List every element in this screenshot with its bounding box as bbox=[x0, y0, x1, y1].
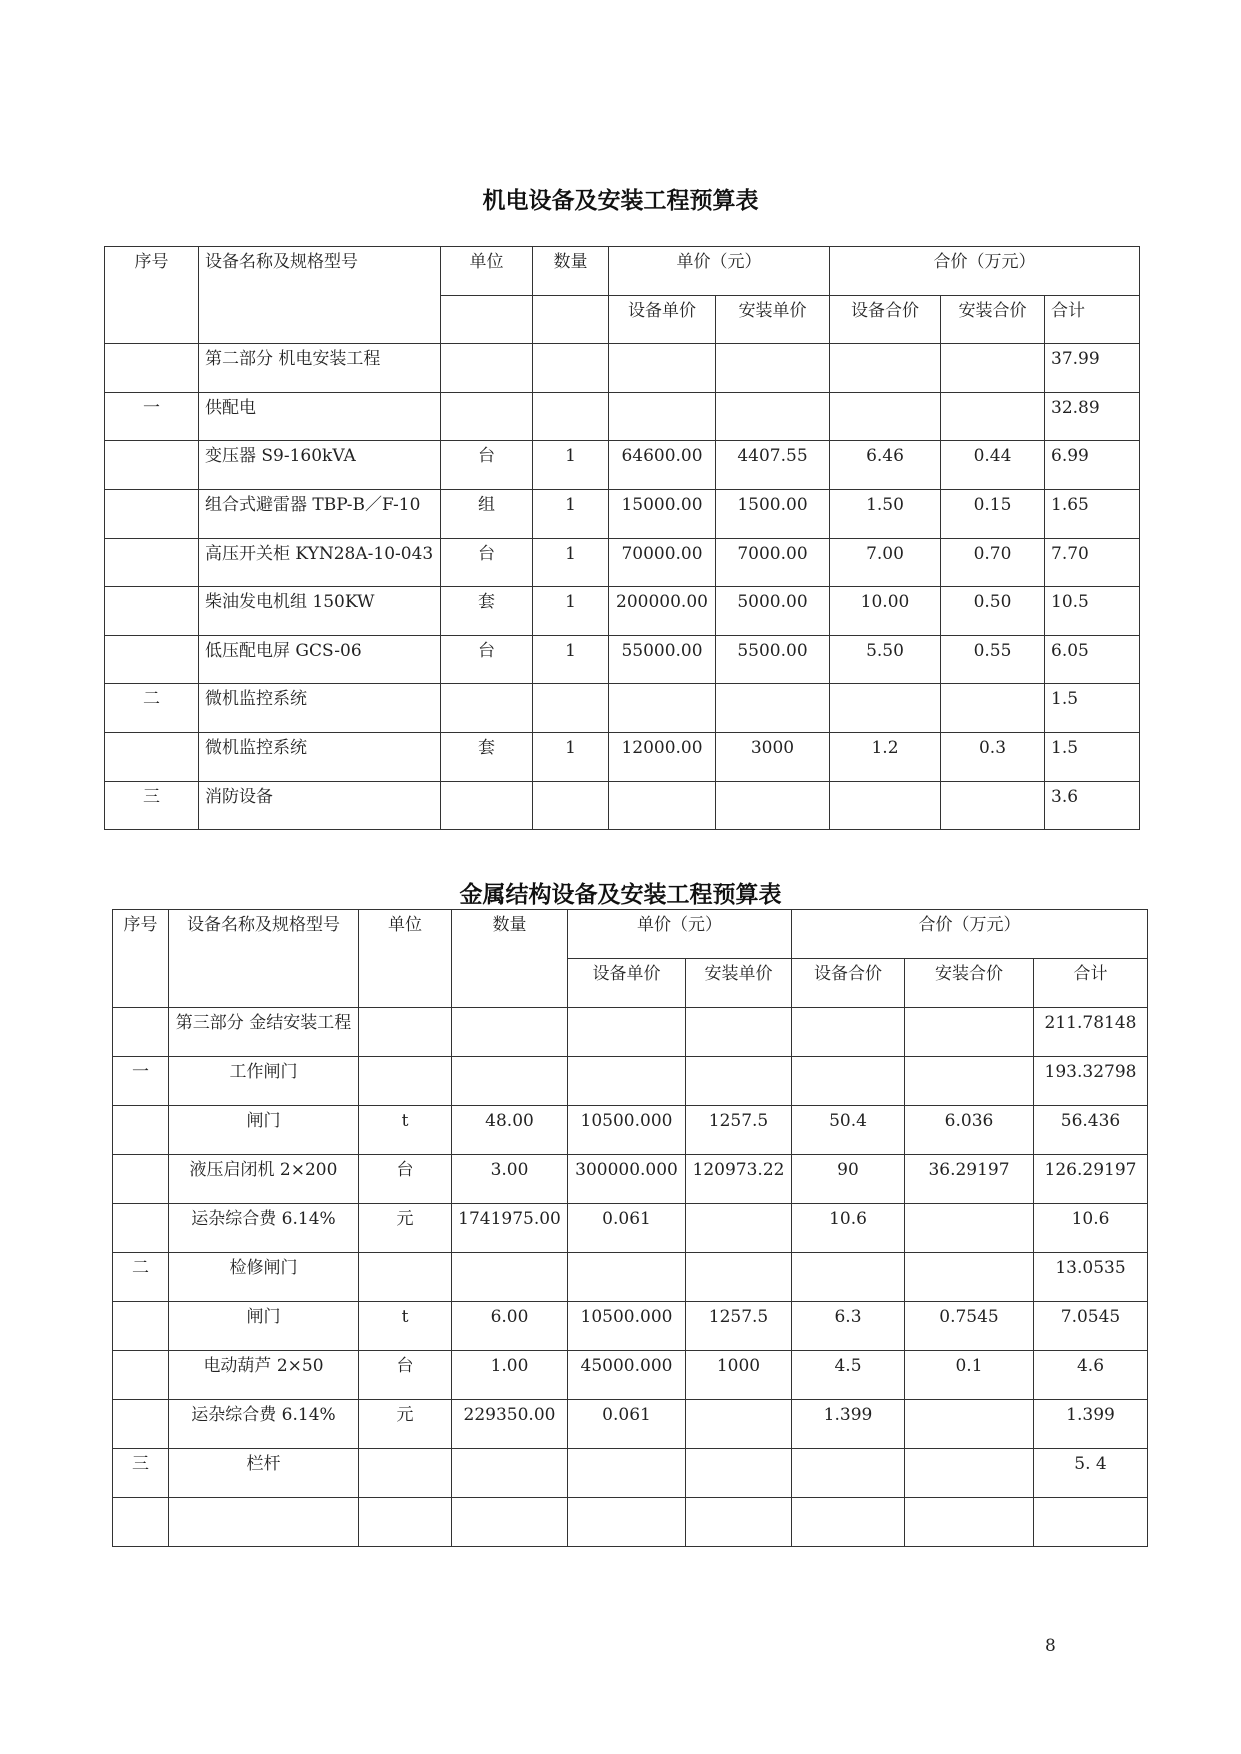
install-total-cell: 36.29197 bbox=[905, 1155, 1034, 1204]
install-total-cell: 0.55 bbox=[941, 635, 1045, 684]
sum-cell: 211.78148 bbox=[1034, 1008, 1148, 1057]
seq-cell: 二 bbox=[105, 684, 199, 733]
install-unit-price-cell bbox=[686, 1253, 792, 1302]
header-unit-price: 单价（元） bbox=[568, 910, 792, 959]
name-cell: 栏杆 bbox=[169, 1449, 359, 1498]
install-unit-price-cell bbox=[686, 1449, 792, 1498]
qty-cell bbox=[452, 1253, 568, 1302]
equip-unit-price-cell bbox=[568, 1498, 686, 1547]
qty-cell: 1 bbox=[533, 538, 609, 587]
table-row bbox=[113, 1155, 1148, 1204]
unit-cell bbox=[441, 781, 533, 830]
qty-cell bbox=[452, 1057, 568, 1106]
name-cell: 变压器 S9-160kVA bbox=[199, 441, 441, 490]
name-cell: 工作闸门 bbox=[169, 1057, 359, 1106]
name-cell: 闸门 bbox=[169, 1106, 359, 1155]
unit-cell: 元 bbox=[359, 1204, 452, 1253]
seq-cell bbox=[113, 1204, 169, 1253]
equip-total-cell: 90 bbox=[792, 1155, 905, 1204]
install-unit-price-cell: 1000 bbox=[686, 1351, 792, 1400]
unit-cell bbox=[359, 1008, 452, 1057]
seq-cell bbox=[105, 587, 199, 636]
equip-total-cell: 7.00 bbox=[830, 538, 941, 587]
qty-cell: 1 bbox=[533, 732, 609, 781]
seq-cell bbox=[105, 732, 199, 781]
table-row bbox=[113, 1204, 1148, 1253]
equip-total-cell: 6.3 bbox=[792, 1302, 905, 1351]
install-total-cell bbox=[941, 781, 1045, 830]
name-cell: 高压开关柜 KYN28A-10-043 bbox=[199, 538, 441, 587]
name-cell: 消防设备 bbox=[199, 781, 441, 830]
sum-cell: 193.32798 bbox=[1034, 1057, 1148, 1106]
equip-total-cell: 1.2 bbox=[830, 732, 941, 781]
sum-cell: 1.5 bbox=[1045, 732, 1140, 781]
equip-total-cell bbox=[792, 1008, 905, 1057]
equip-unit-price-cell: 55000.00 bbox=[609, 635, 716, 684]
sum-cell: 1.65 bbox=[1045, 489, 1140, 538]
qty-cell: 1 bbox=[533, 441, 609, 490]
header-unit-price: 单价（元） bbox=[609, 247, 830, 296]
install-total-cell bbox=[905, 1449, 1034, 1498]
unit-cell bbox=[359, 1449, 452, 1498]
install-unit-price-cell bbox=[686, 1008, 792, 1057]
install-total-cell bbox=[905, 1400, 1034, 1449]
equip-total-cell bbox=[792, 1449, 905, 1498]
equip-total-cell: 6.46 bbox=[830, 441, 941, 490]
equip-unit-price-cell: 15000.00 bbox=[609, 489, 716, 538]
install-unit-price-cell: 1257.5 bbox=[686, 1302, 792, 1351]
sum-cell: 6.99 bbox=[1045, 441, 1140, 490]
header-qty: 数量 bbox=[533, 247, 609, 296]
table-row bbox=[105, 441, 1140, 490]
table-row bbox=[105, 684, 1140, 733]
sum-cell: 7.70 bbox=[1045, 538, 1140, 587]
install-unit-price-cell bbox=[686, 1498, 792, 1547]
sum-cell bbox=[1034, 1498, 1148, 1547]
header-equip-unit-price: 设备单价 bbox=[609, 295, 716, 344]
table-row bbox=[113, 1106, 1148, 1155]
qty-cell: 48.00 bbox=[452, 1106, 568, 1155]
table-row bbox=[105, 489, 1140, 538]
table-row bbox=[113, 1302, 1148, 1351]
header-install-total: 安装合价 bbox=[905, 959, 1034, 1008]
seq-cell bbox=[105, 441, 199, 490]
equip-total-cell bbox=[792, 1498, 905, 1547]
qty-cell bbox=[452, 1008, 568, 1057]
install-unit-price-cell: 5000.00 bbox=[716, 587, 830, 636]
install-total-cell: 0.44 bbox=[941, 441, 1045, 490]
equip-total-cell bbox=[830, 781, 941, 830]
install-total-cell: 0.50 bbox=[941, 587, 1045, 636]
install-total-cell bbox=[905, 1204, 1034, 1253]
unit-cell: 台 bbox=[441, 441, 533, 490]
name-cell: 电动葫芦 2×50 bbox=[169, 1351, 359, 1400]
equip-total-cell bbox=[830, 684, 941, 733]
install-unit-price-cell: 4407.55 bbox=[716, 441, 830, 490]
equip-unit-price-cell: 45000.000 bbox=[568, 1351, 686, 1400]
equip-total-cell: 50.4 bbox=[792, 1106, 905, 1155]
header-install-unit-price: 安装单价 bbox=[716, 295, 830, 344]
table-row bbox=[113, 1057, 1148, 1106]
name-cell bbox=[169, 1498, 359, 1547]
page-number: 8 bbox=[1045, 1636, 1056, 1656]
unit-cell: 套 bbox=[441, 732, 533, 781]
table-row bbox=[113, 1400, 1148, 1449]
header-total-price: 合价（万元） bbox=[792, 910, 1148, 959]
table-row bbox=[113, 1449, 1148, 1498]
equip-total-cell: 5.50 bbox=[830, 635, 941, 684]
install-total-cell bbox=[905, 1057, 1034, 1106]
equip-total-cell: 4.5 bbox=[792, 1351, 905, 1400]
seq-cell: 三 bbox=[113, 1449, 169, 1498]
install-total-cell: 0.7545 bbox=[905, 1302, 1034, 1351]
seq-cell: 二 bbox=[113, 1253, 169, 1302]
table-header-row bbox=[105, 247, 1140, 296]
name-cell: 低压配电屏 GCS-06 bbox=[199, 635, 441, 684]
install-unit-price-cell bbox=[686, 1057, 792, 1106]
sum-cell: 37.99 bbox=[1045, 344, 1140, 393]
sum-cell: 32.89 bbox=[1045, 392, 1140, 441]
header-seq: 序号 bbox=[105, 247, 199, 344]
name-cell: 微机监控系统 bbox=[199, 732, 441, 781]
table-header-row bbox=[113, 910, 1148, 959]
install-unit-price-cell bbox=[686, 1400, 792, 1449]
install-unit-price-cell: 7000.00 bbox=[716, 538, 830, 587]
install-total-cell: 0.70 bbox=[941, 538, 1045, 587]
install-total-cell: 6.036 bbox=[905, 1106, 1034, 1155]
sum-cell: 1.399 bbox=[1034, 1400, 1148, 1449]
unit-cell bbox=[359, 1253, 452, 1302]
unit-cell: t bbox=[359, 1106, 452, 1155]
qty-cell: 3.00 bbox=[452, 1155, 568, 1204]
install-unit-price-cell bbox=[716, 781, 830, 830]
name-cell: 微机监控系统 bbox=[199, 684, 441, 733]
name-cell: 运杂综合费 6.14% bbox=[169, 1204, 359, 1253]
install-unit-price-cell: 1500.00 bbox=[716, 489, 830, 538]
header-seq: 序号 bbox=[113, 910, 169, 1008]
equip-total-cell bbox=[830, 392, 941, 441]
install-total-cell: 0.15 bbox=[941, 489, 1045, 538]
header-name: 设备名称及规格型号 bbox=[199, 247, 441, 344]
name-cell: 组合式避雷器 TBP-B／F-10 bbox=[199, 489, 441, 538]
install-total-cell bbox=[941, 344, 1045, 393]
install-total-cell bbox=[905, 1253, 1034, 1302]
table-row bbox=[105, 538, 1140, 587]
qty-cell bbox=[533, 781, 609, 830]
unit-cell bbox=[441, 344, 533, 393]
equip-unit-price-cell bbox=[568, 1057, 686, 1106]
unit-cell bbox=[441, 684, 533, 733]
unit-cell: 台 bbox=[441, 538, 533, 587]
equip-unit-price-cell: 70000.00 bbox=[609, 538, 716, 587]
table-row bbox=[105, 587, 1140, 636]
sum-cell: 3.6 bbox=[1045, 781, 1140, 830]
table1-title: 机电设备及安装工程预算表 bbox=[482, 188, 759, 214]
table2-title: 金属结构设备及安装工程预算表 bbox=[459, 882, 782, 908]
header-equip-unit-price: 设备单价 bbox=[568, 959, 686, 1008]
equip-total-cell: 10.6 bbox=[792, 1204, 905, 1253]
table-row bbox=[105, 635, 1140, 684]
header-qty-blank bbox=[533, 295, 609, 344]
table-row bbox=[113, 1498, 1148, 1547]
name-cell: 液压启闭机 2×200 bbox=[169, 1155, 359, 1204]
install-unit-price-cell bbox=[716, 344, 830, 393]
install-unit-price-cell: 1257.5 bbox=[686, 1106, 792, 1155]
header-name: 设备名称及规格型号 bbox=[169, 910, 359, 1008]
sum-cell: 13.0535 bbox=[1034, 1253, 1148, 1302]
install-total-cell bbox=[905, 1498, 1034, 1547]
qty-cell bbox=[452, 1449, 568, 1498]
equip-unit-price-cell: 10500.000 bbox=[568, 1302, 686, 1351]
header-sum: 合计 bbox=[1034, 959, 1148, 1008]
equip-total-cell bbox=[792, 1253, 905, 1302]
install-total-cell bbox=[941, 392, 1045, 441]
unit-cell: 台 bbox=[441, 635, 533, 684]
header-equip-total: 设备合价 bbox=[792, 959, 905, 1008]
unit-cell: 元 bbox=[359, 1400, 452, 1449]
qty-cell bbox=[533, 392, 609, 441]
header-install-unit-price: 安装单价 bbox=[686, 959, 792, 1008]
header-equip-total: 设备合价 bbox=[830, 295, 941, 344]
qty-cell bbox=[533, 684, 609, 733]
table-row bbox=[113, 1351, 1148, 1400]
seq-cell bbox=[113, 1351, 169, 1400]
seq-cell bbox=[105, 344, 199, 393]
sum-cell: 7.0545 bbox=[1034, 1302, 1148, 1351]
equip-unit-price-cell bbox=[609, 344, 716, 393]
install-total-cell bbox=[941, 684, 1045, 733]
unit-cell: 套 bbox=[441, 587, 533, 636]
header-qty: 数量 bbox=[452, 910, 568, 1008]
sum-cell: 1.5 bbox=[1045, 684, 1140, 733]
unit-cell bbox=[359, 1057, 452, 1106]
equip-total-cell: 1.399 bbox=[792, 1400, 905, 1449]
equip-unit-price-cell: 12000.00 bbox=[609, 732, 716, 781]
table-row bbox=[113, 1253, 1148, 1302]
qty-cell: 1 bbox=[533, 587, 609, 636]
table-row bbox=[105, 781, 1140, 830]
qty-cell: 6.00 bbox=[452, 1302, 568, 1351]
seq-cell: 一 bbox=[113, 1057, 169, 1106]
seq-cell bbox=[113, 1008, 169, 1057]
name-cell: 检修闸门 bbox=[169, 1253, 359, 1302]
qty-cell bbox=[533, 344, 609, 393]
header-total-price: 合价（万元） bbox=[830, 247, 1140, 296]
seq-cell bbox=[113, 1400, 169, 1449]
equip-total-cell: 1.50 bbox=[830, 489, 941, 538]
seq-cell: 一 bbox=[105, 392, 199, 441]
header-install-total: 安装合价 bbox=[941, 295, 1045, 344]
seq-cell bbox=[113, 1498, 169, 1547]
install-unit-price-cell: 5500.00 bbox=[716, 635, 830, 684]
equip-unit-price-cell bbox=[568, 1449, 686, 1498]
install-unit-price-cell bbox=[716, 684, 830, 733]
name-cell: 运杂综合费 6.14% bbox=[169, 1400, 359, 1449]
qty-cell: 1741975.00 bbox=[452, 1204, 568, 1253]
unit-cell: 台 bbox=[359, 1155, 452, 1204]
qty-cell: 1 bbox=[533, 489, 609, 538]
seq-cell bbox=[113, 1106, 169, 1155]
name-cell: 第三部分 金结安装工程 bbox=[169, 1008, 359, 1057]
equip-unit-price-cell bbox=[609, 684, 716, 733]
sum-cell: 5. 4 bbox=[1034, 1449, 1148, 1498]
unit-cell bbox=[359, 1498, 452, 1547]
qty-cell: 1 bbox=[533, 635, 609, 684]
install-unit-price-cell: 120973.22 bbox=[686, 1155, 792, 1204]
equip-total-cell bbox=[792, 1057, 905, 1106]
name-cell: 第二部分 机电安装工程 bbox=[199, 344, 441, 393]
name-cell: 供配电 bbox=[199, 392, 441, 441]
name-cell: 闸门 bbox=[169, 1302, 359, 1351]
header-unit: 单位 bbox=[441, 247, 533, 296]
name-cell: 柴油发电机组 150KW bbox=[199, 587, 441, 636]
sum-cell: 56.436 bbox=[1034, 1106, 1148, 1155]
equip-unit-price-cell: 0.061 bbox=[568, 1400, 686, 1449]
equip-unit-price-cell: 300000.000 bbox=[568, 1155, 686, 1204]
equip-total-cell bbox=[830, 344, 941, 393]
seq-cell bbox=[105, 538, 199, 587]
equip-unit-price-cell bbox=[609, 781, 716, 830]
equip-unit-price-cell bbox=[568, 1008, 686, 1057]
equip-unit-price-cell: 10500.000 bbox=[568, 1106, 686, 1155]
install-unit-price-cell bbox=[686, 1204, 792, 1253]
qty-cell: 1.00 bbox=[452, 1351, 568, 1400]
unit-cell: 组 bbox=[441, 489, 533, 538]
unit-cell bbox=[441, 392, 533, 441]
install-unit-price-cell: 3000 bbox=[716, 732, 830, 781]
install-total-cell: 0.3 bbox=[941, 732, 1045, 781]
equip-unit-price-cell bbox=[568, 1253, 686, 1302]
sum-cell: 10.6 bbox=[1034, 1204, 1148, 1253]
install-total-cell bbox=[905, 1008, 1034, 1057]
electromechanical-budget-table bbox=[104, 246, 1140, 830]
equip-unit-price-cell: 200000.00 bbox=[609, 587, 716, 636]
metal-structure-budget-table bbox=[112, 909, 1148, 1547]
sum-cell: 10.5 bbox=[1045, 587, 1140, 636]
header-sum: 合计 bbox=[1045, 295, 1140, 344]
table-row bbox=[105, 732, 1140, 781]
sum-cell: 126.29197 bbox=[1034, 1155, 1148, 1204]
install-total-cell: 0.1 bbox=[905, 1351, 1034, 1400]
sum-cell: 6.05 bbox=[1045, 635, 1140, 684]
seq-cell: 三 bbox=[105, 781, 199, 830]
unit-cell: t bbox=[359, 1302, 452, 1351]
table-row bbox=[113, 1008, 1148, 1057]
seq-cell bbox=[105, 635, 199, 684]
equip-total-cell: 10.00 bbox=[830, 587, 941, 636]
unit-cell: 台 bbox=[359, 1351, 452, 1400]
table-row bbox=[105, 392, 1140, 441]
header-unit-blank bbox=[441, 295, 533, 344]
header-unit: 单位 bbox=[359, 910, 452, 1008]
seq-cell bbox=[105, 489, 199, 538]
sum-cell: 4.6 bbox=[1034, 1351, 1148, 1400]
seq-cell bbox=[113, 1302, 169, 1351]
qty-cell: 229350.00 bbox=[452, 1400, 568, 1449]
install-unit-price-cell bbox=[716, 392, 830, 441]
seq-cell bbox=[113, 1155, 169, 1204]
equip-unit-price-cell: 64600.00 bbox=[609, 441, 716, 490]
table-row bbox=[105, 344, 1140, 393]
equip-unit-price-cell: 0.061 bbox=[568, 1204, 686, 1253]
equip-unit-price-cell bbox=[609, 392, 716, 441]
qty-cell bbox=[452, 1498, 568, 1547]
